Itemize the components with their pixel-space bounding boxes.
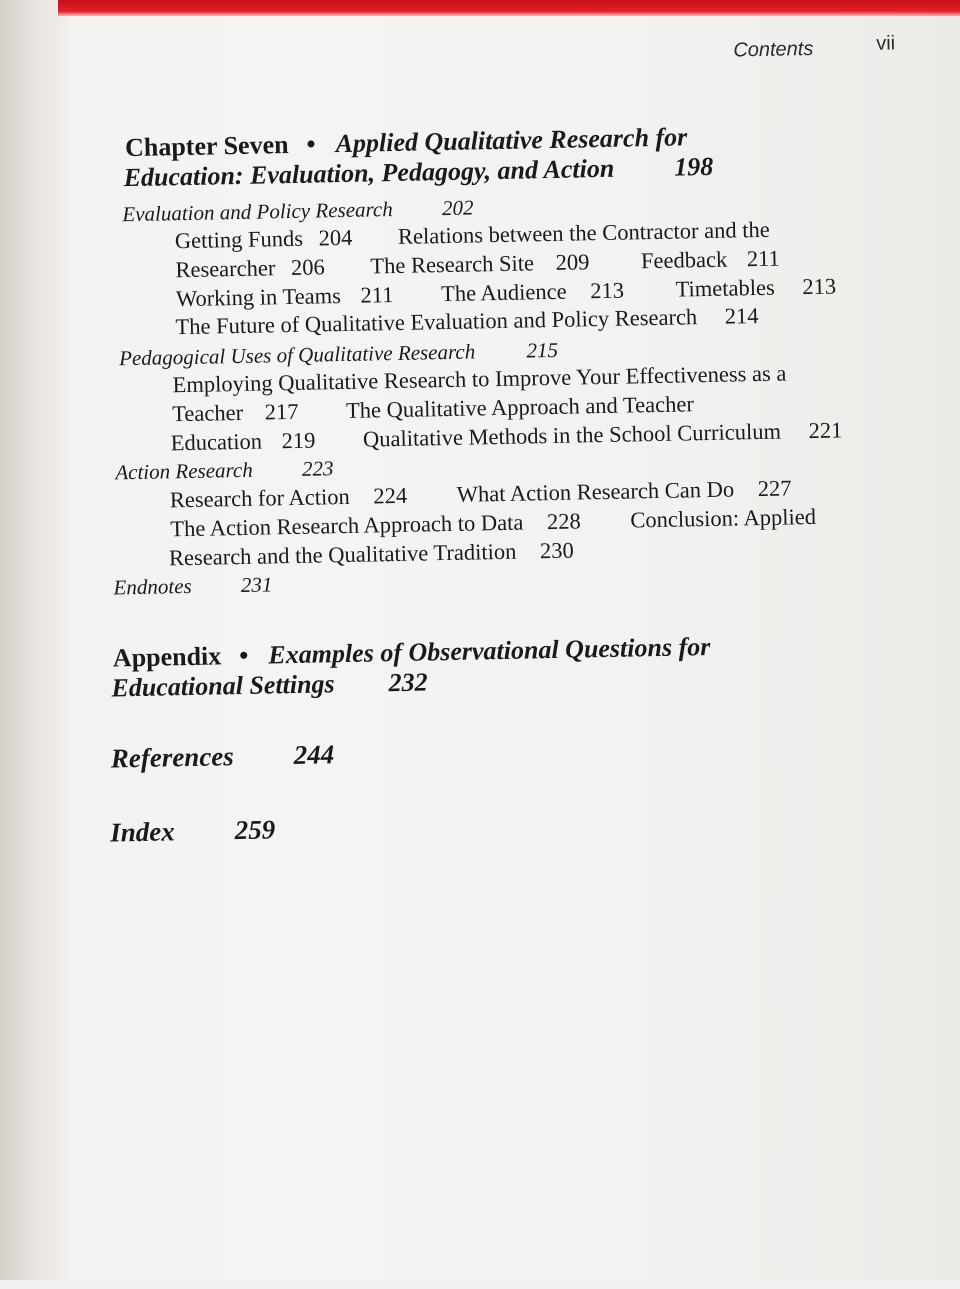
toc-entry-page: 217 [264,398,299,425]
references-page: 244 [293,739,335,771]
toc-entry-title: Working in Teams [175,283,342,312]
toc-entry-title: The Future of Qualitative Evaluation and Policy Research [175,304,698,340]
toc-entry-page: 228 [546,508,581,535]
appendix-title-line2: Educational Settings [111,669,335,703]
references-entry [111,739,335,774]
toc-entry-page: 209 [555,249,590,275]
running-head: Contents [733,37,814,62]
section-heading [122,195,474,227]
chapter-title-line2: Education: Evaluation, Pedagogy, and Action [123,153,615,193]
references-label: References [110,741,235,774]
toc-line [169,538,574,572]
toc-entry-title: Researcher [175,255,276,283]
section-heading [113,572,272,600]
section-title: Pedagogical Uses of Qualitative Research [118,339,476,371]
toc-entry-title: Conclusion: Applied [630,503,817,533]
toc-entry-page: 227 [757,475,792,502]
section-page: 231 [240,572,273,598]
toc-entry-page: 224 [373,482,408,509]
toc-entry-title: The Action Research Approach to Data [170,509,524,542]
section-title: Evaluation and Policy Research [122,197,393,227]
section-heading [115,456,334,485]
toc-entry-page: 204 [318,224,353,251]
toc-entry-page: 213 [802,273,837,300]
toc-entry-title: Getting Funds [174,225,304,254]
appendix-bullet: • [238,640,249,671]
toc-entry-title: The Audience [440,278,567,307]
toc-entry-title: Timetables [675,274,776,302]
index-label: Index [109,816,176,848]
toc-entry-page: 213 [589,277,625,304]
toc-entry-title: Education [170,428,263,456]
section-page: 223 [301,456,334,481]
toc-entry-title: Research and the Qualitative Tradition [168,538,517,571]
toc-entry-page: 211 [360,282,394,308]
toc-entry-page: 206 [290,254,325,280]
toc-entry-title: Employing Qualitative Research to Improve Your Effectiveness as a [172,360,787,398]
section-page: 202 [441,195,474,221]
toc-entry-title: Relations between the Contractor and the [397,216,770,249]
page-folio: vii [876,32,896,55]
toc-entry-title: What Action Research Can Do [456,476,735,507]
section-title: Action Research [115,457,253,485]
chapter-bullet: • [306,129,316,159]
toc-entry-page: 211 [746,245,780,272]
chapter-page: 198 [673,151,714,182]
toc-entry-page: 214 [724,303,759,329]
index-entry [110,814,276,848]
chapter-title-line1: Applied Qualitative Research for [335,122,688,159]
toc-entry-page: 221 [808,417,843,444]
section-page: 215 [526,337,559,363]
appendix-label: Appendix [112,641,222,673]
toc-entry-title: Teacher [171,399,244,427]
toc-entry-title: The Qualitative Approach and Teacher [345,391,695,423]
toc-entry-title: The Research Site [370,250,535,279]
toc-entry-title: Research for Action [169,483,351,513]
appendix-title-line1: Examples of Observational Questions for [268,632,711,670]
index-page: 259 [234,814,276,846]
toc-entry-title: Qualitative Methods in the School Curriculum [362,418,782,452]
toc-entry-title: Feedback [640,246,728,274]
chapter-label: Chapter Seven [124,130,289,163]
toc-entry-page: 219 [281,427,316,454]
toc-entry-page: 230 [539,537,574,564]
appendix-page: 232 [388,667,428,698]
appendix-heading-line2 [111,667,428,703]
section-title: Endnotes [113,573,192,600]
